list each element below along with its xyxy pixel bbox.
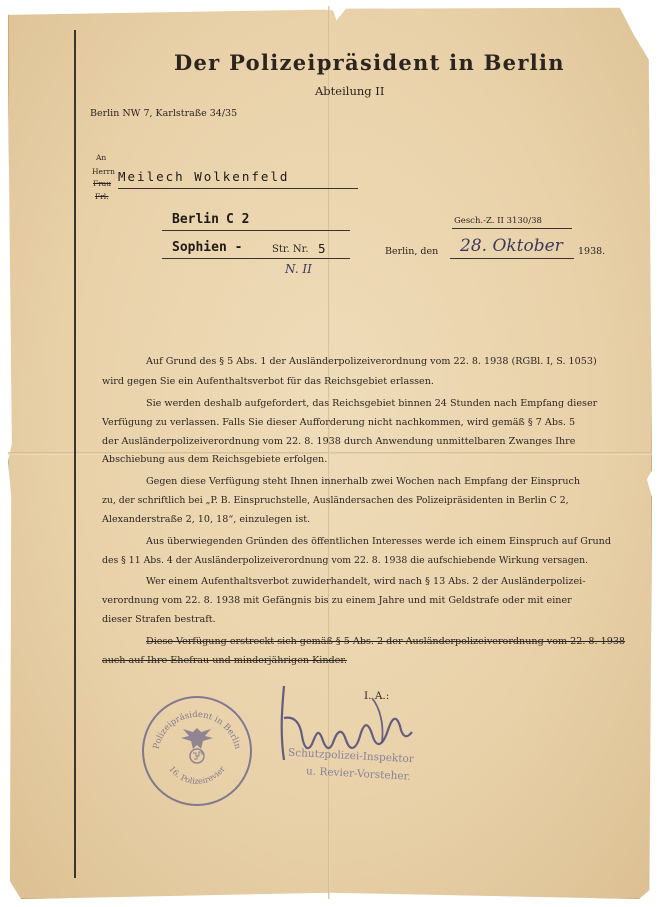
salutation-an: An bbox=[96, 153, 107, 162]
body-line: Gegen diese Verfügung steht Ihnen innerhalb zwei Wochen nach Empfang der Einspruch bbox=[146, 476, 581, 487]
seal-ring-text bbox=[144, 698, 250, 804]
body-line: Verfügung zu verlassen. Falls Sie dieser Aufforderung nicht nachkommen, wird gemäß § 7 Abs. 5 bbox=[102, 417, 576, 428]
handwritten-note: N. II bbox=[285, 262, 312, 276]
body-line: Sie werden deshalb aufgefordert, das Reichsgebiet binnen 24 Stunden nach Empfang dieser bbox=[146, 398, 598, 409]
struck-body-line: Diese Verfügung erstreckt sich gemäß § 5 Abs. 2 der Ausländerpolizeiverordnung vom 22. 8. 1938 bbox=[146, 636, 626, 647]
body-line: des § 11 Abs. 4 der Ausländerpolizeiverordnung vom 22. 8. 1938 die aufschiebende Wirkung versagen. bbox=[102, 555, 589, 566]
date-prefix: Berlin, den bbox=[385, 246, 439, 257]
body-line: Alexanderstraße 2, 10, 18“, einzulegen ist. bbox=[102, 514, 311, 525]
struck-body-line: auch auf Ihre Ehefrau und minderjährigen Kinder. bbox=[102, 655, 347, 666]
body-line: verordnung vom 22. 8. 1938 mit Gefängnis bis zu einem Jahre und mit Geldstrafe oder mit einer bbox=[102, 595, 572, 606]
officer-stamp-line2: u. Revier-Vorsteher. bbox=[305, 765, 412, 783]
i-a-label: I. A.: bbox=[364, 690, 390, 702]
city-rule bbox=[162, 230, 350, 231]
body-line: dieser Strafen bestraft. bbox=[102, 614, 216, 625]
body-line: Abschiebung aus dem Reichsgebiete erfolgen. bbox=[102, 454, 328, 465]
letterhead-title: Der Polizeipräsident in Berlin bbox=[174, 50, 565, 75]
recipient-street: Sophien - bbox=[172, 240, 243, 255]
file-number: Gesch.-Z. II 3130/38 bbox=[454, 216, 542, 226]
body-line: der Ausländerpolizeiverordnung vom 22. 8. 1938 durch Anwendung unmittelbaren Zwanges Ihre bbox=[102, 436, 576, 447]
date-rule bbox=[450, 258, 574, 259]
salutation-frl: Frl. bbox=[95, 192, 109, 201]
name-rule bbox=[118, 188, 358, 189]
date-year: 1938. bbox=[578, 246, 606, 257]
department-label: Abteilung II bbox=[315, 84, 385, 98]
recipient-name: Meilech Wolkenfeld bbox=[118, 169, 290, 184]
street-suffix: Str. Nr. bbox=[272, 244, 309, 255]
body-line: Wer einem Aufenthaltsverbot zuwiderhandelt, wird nach § 13 Abs. 2 der Ausländerpolizei- bbox=[146, 576, 586, 587]
postal-district: C 2 bbox=[226, 212, 250, 227]
salutation-herrn: Herrn bbox=[92, 167, 115, 176]
file-number-rule bbox=[452, 228, 572, 229]
salutation-frau: Frau bbox=[93, 179, 112, 188]
house-number: 5 bbox=[318, 241, 326, 256]
officer-stamp-line1: Schutzpolizei-Inspektor bbox=[287, 746, 415, 766]
body-line: wird gegen Sie ein Aufenthaltsverbot für das Reichsgebiet erlassen. bbox=[102, 376, 434, 387]
body-line: Aus überwiegenden Gründen des öffentlichen Interesses werde ich einem Einspruch auf Grund bbox=[146, 536, 611, 547]
recipient-city: Berlin bbox=[172, 212, 219, 227]
office-address: Berlin NW 7, Karlstraße 34/35 bbox=[90, 108, 238, 119]
body-line: zu, der schriftlich bei „P. B. Einspruchstelle, Ausländersachen des Polizeipräsidenten in Berlin C 2, bbox=[102, 495, 569, 506]
street-rule bbox=[162, 258, 350, 259]
left-margin-rule bbox=[74, 30, 76, 878]
police-seal bbox=[142, 696, 252, 806]
svg-text:16. Polizeirevier: 16. Polizeirevier bbox=[167, 764, 227, 786]
svg-text:Polizeipräsident in Berlin: Polizeipräsident in Berlin bbox=[151, 709, 243, 751]
handwritten-date: 28. Oktober bbox=[460, 236, 563, 256]
body-line: Auf Grund des § 5 Abs. 1 der Ausländerpolizeiverordnung vom 22. 8. 1938 (RGBl. I, S. 1053) bbox=[146, 356, 597, 367]
